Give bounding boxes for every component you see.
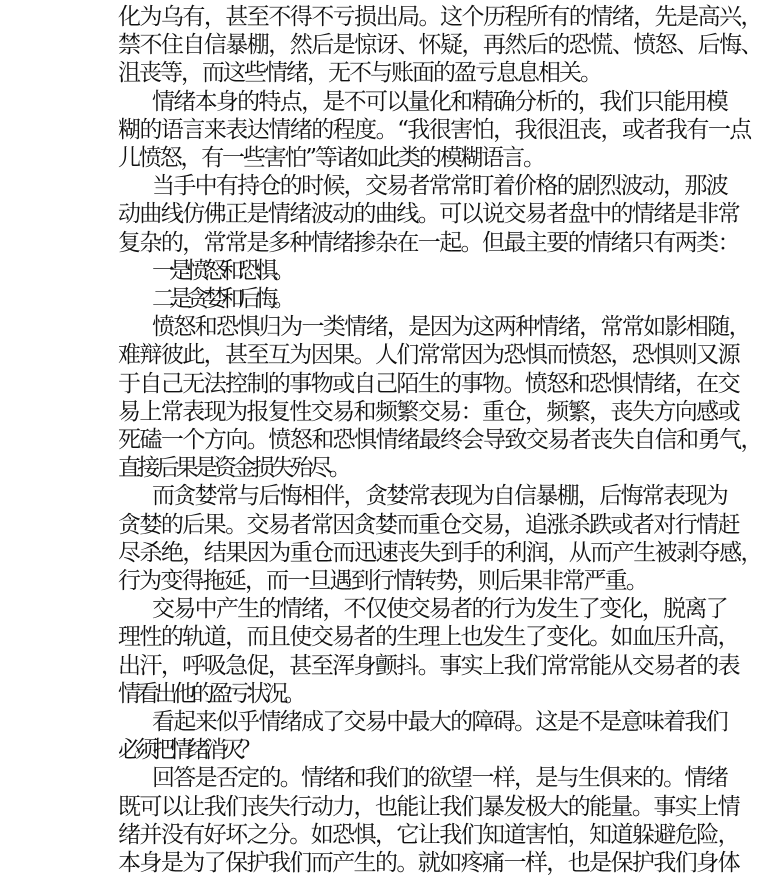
text-line-content: 看起来似乎情绪成了交易中最大的障碍。这是不是意味着我们 <box>152 709 727 735</box>
text-line <box>0 171 727 201</box>
text-line <box>0 397 740 427</box>
text-line <box>0 369 740 399</box>
text-line-content: 情看出他的盈亏状况。 <box>118 680 303 707</box>
text-line <box>0 735 684 765</box>
text-line <box>0 594 727 624</box>
text-line-content: 儿愤怒，有一些害怕”等诸如此类的模糊语言。 <box>118 145 544 171</box>
text-line-content: 情绪本身的特点，是不可以量化和精确分析的，我们只能用模 <box>152 88 727 115</box>
text-line-content: 二是贪婪和后悔。 <box>152 286 290 312</box>
text-line <box>0 538 762 568</box>
text-line <box>0 284 684 314</box>
text-line <box>0 481 727 511</box>
text-line-content: 出汗，呼吸急促，甚至浑身颤抖。事实上我们常常能从交易者的表 <box>118 652 740 679</box>
text-line-content: 理性的轨道，而且使交易者的生理上也发生了变化。如血压升高， <box>118 624 740 651</box>
text-line-content: 贪婪的后果。交易者常因贪婪而重仓交易，追涨杀跌或者对行情赶 <box>118 511 740 538</box>
text-line-content: 交易中产生的情绪，不仅使交易者的行为发生了变化，脱离了 <box>152 596 727 623</box>
text-line <box>0 622 740 652</box>
text-line <box>0 340 740 370</box>
text-line <box>0 707 727 737</box>
text-line-content: 糊的语言来表达情绪的程度。“我很害怕，我很沮丧，或者我有一点 <box>118 116 751 143</box>
text-line-content: 易上常表现为报复性交易和频繁交易：重仓，频繁，丧失方向感或 <box>118 398 740 425</box>
text-line <box>0 820 740 850</box>
text-line <box>0 312 750 342</box>
text-line <box>0 679 684 709</box>
text-line-content: 化为乌有，甚至不得不亏损出局。这个历程所有的情绪，先是高兴， <box>118 4 762 30</box>
text-line-content: 尽杀绝，结果因为重仓而迅速丧失到手的利润，从而产生被剥夺感， <box>118 539 762 566</box>
text-line <box>0 763 727 793</box>
text-line <box>0 510 740 540</box>
text-line-content: 行为变得拖延，而一旦遇到行情转势，则后果非常严重。 <box>118 568 648 594</box>
text-line <box>0 425 762 455</box>
text-line-content: 绪并没有好坏之分。如恐惧，它让我们知道害怕，知道躲避危险， <box>118 821 740 848</box>
text-line <box>0 143 684 173</box>
text-line-content: 而贪婪常与后悔相伴，贪婪常表现为自信暴棚，后悔常表现为 <box>152 483 727 510</box>
text-line-content: 死磕一个方向。愤怒和恐惧情绪最终会导致交易者丧失自信和勇气， <box>118 427 762 453</box>
text-line <box>0 792 740 822</box>
text-line-content: 回答是否定的。情绪和我们的欲望一样，是与生俱来的。情绪 <box>152 765 727 792</box>
text-line-content: 一是愤怒和恐惧。 <box>152 257 290 284</box>
text-line <box>0 256 684 286</box>
text-line <box>0 87 727 117</box>
text-line-content: 直接后果是资金损失殆尽。 <box>118 455 349 482</box>
text-line-content: 复杂的，常常是多种情绪掺杂在一起。但最主要的情绪只有两类： <box>118 229 740 256</box>
text-line <box>0 2 762 32</box>
text-line <box>0 199 740 229</box>
text-line-content: 于自己无法控制的事物或自己陌生的事物。愤怒和恐惧情绪，在交 <box>118 370 740 397</box>
text-line <box>0 566 684 596</box>
text-line <box>0 115 751 145</box>
text-line <box>0 848 740 878</box>
text-line <box>0 651 740 681</box>
text-line-content: 必须把情绪消灭？ <box>118 737 256 764</box>
text-line <box>0 453 684 483</box>
text-line <box>0 30 762 60</box>
text-line <box>0 58 684 88</box>
text-line <box>0 228 740 258</box>
text-line-content: 本身是为了保护我们而产生的。就如疼痛一样，也是保护我们身体 <box>118 850 740 876</box>
text-line-content: 沮丧等，而这些情绪，无不与账面的盈亏息息相关。 <box>118 60 601 87</box>
text-line-content: 当手中有持仓的时候，交易者常常盯着价格的剧烈波动，那波 <box>152 173 727 200</box>
text-line-content: 愤怒和恐惧归为一类情绪，是因为这两种情绪，常常如影相随， <box>152 314 750 341</box>
text-line-content: 禁不住自信暴棚，然后是惊讶、怀疑，再然后的恐慌、愤怒、后悔、 <box>118 32 762 59</box>
text-line-content: 难辩彼此，甚至互为因果。人们常常因为恐惧而愤怒，恐惧则又源 <box>118 342 740 369</box>
text-line-content: 既可以让我们丧失行动力，也能让我们暴发极大的能量。事实上情 <box>118 793 740 820</box>
text-line-content: 动曲线仿佛正是情绪波动的曲线。可以说交易者盘中的情绪是非常 <box>118 201 740 228</box>
